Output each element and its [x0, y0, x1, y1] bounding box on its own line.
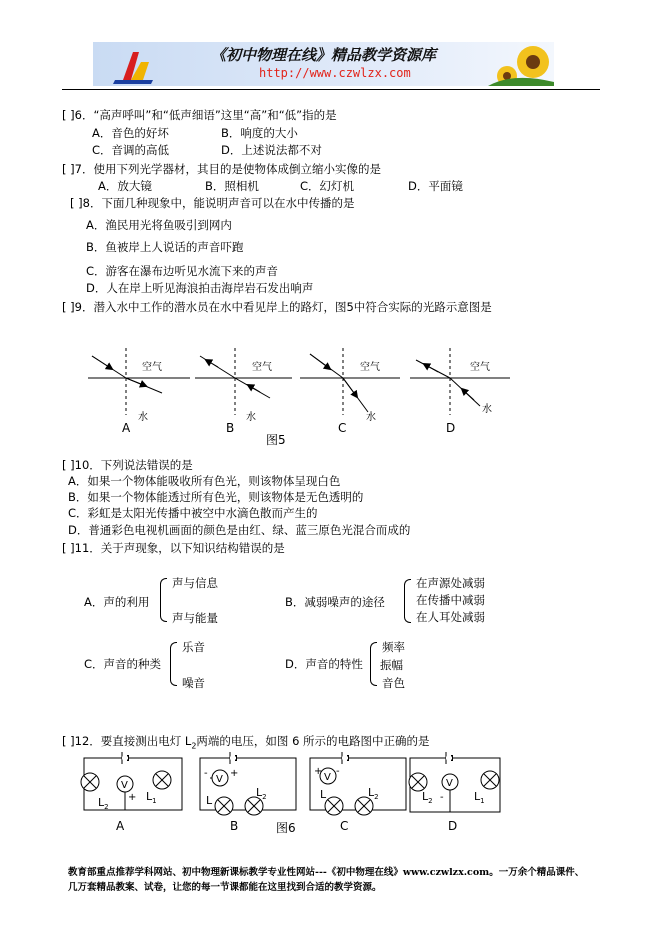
q6-option-d: D．上述说法都不对	[221, 143, 322, 157]
q11-a-label: A．声的利用	[84, 595, 150, 609]
circuit-d-minus: -	[440, 792, 444, 803]
diagram-c-letter: C	[338, 421, 347, 435]
diagram-d-letter: D	[446, 421, 456, 435]
q7-stem: [ ]7．使用下列光学器材，其目的是使物体成倒立缩小实像的是	[62, 162, 381, 176]
circuit-c-plus: +	[314, 766, 323, 777]
header-rule	[62, 89, 600, 90]
header-banner	[93, 42, 554, 86]
circuit-b-l2-label: $L_2$	[256, 786, 267, 801]
circuit-b	[200, 752, 296, 815]
diagram-a-letter: A	[122, 421, 131, 435]
circuit-b-l1-label: L	[206, 794, 213, 807]
q10-option-a: A．如果一个物体能吸收所有色光，则该物体呈现白色	[68, 474, 341, 488]
circuit-b-plus: +	[230, 768, 239, 779]
figure-5-optics	[60, 340, 520, 450]
q6-stem: [ ]6．“高声呼叫”和“低声细语”这里“高”和“低”指的是	[62, 108, 337, 122]
q11-d-item-1: 频率	[382, 640, 405, 654]
figure-6-caption: 图6	[276, 821, 296, 835]
diagram-b-letter: B	[226, 421, 235, 435]
footer-line-2: 几万套精品教案、试卷，让您的每一节课都能在这里找到合适的教学资源。	[68, 882, 382, 893]
q11-d-label: D．声音的特性	[285, 657, 363, 671]
q8-option-b: B．鱼被岸上人说话的声音吓跑	[86, 240, 244, 254]
banner-url: http://www.czwlzx.com	[259, 66, 411, 80]
q11-c-label: C．声音的种类	[84, 657, 162, 671]
circuit-c	[310, 752, 406, 815]
q8-option-c: C．游客在瀑布边听见水流下来的声音	[86, 264, 279, 278]
q11-b-brace	[404, 579, 411, 623]
q10-option-c: C．彩虹是太阳光传播中被空中水滴色散而产生的	[68, 506, 318, 520]
q11-stem: [ ]11．关于声现象，以下知识结构错误的是	[62, 541, 285, 555]
circuit-c-voltmeter: V	[324, 772, 331, 783]
q7-option-b: B．照相机	[205, 179, 259, 193]
logo-icon	[113, 52, 153, 84]
diagram-d-air-label: 空气	[470, 362, 490, 373]
q11-b-label: B．减弱噪声的途径	[285, 595, 385, 609]
diagram-a	[88, 348, 190, 435]
q11-d-item-3: 音色	[382, 676, 405, 690]
q8-option-d: D．人在岸上听见海浪拍击海岸岩石发出响声	[86, 281, 314, 295]
circuit-c-minus: -	[336, 766, 340, 777]
q8-stem: [ ]8．下面几种现象中，能说明声音可以在水中传播的是	[70, 196, 355, 210]
q11-b-item-2: 在传播中减弱	[416, 593, 485, 607]
diagram-c-air-label: 空气	[360, 362, 380, 373]
q11-c-item-1: 乐音	[182, 640, 205, 654]
q7-option-c: C．幻灯机	[300, 179, 355, 193]
circuit-d-voltmeter: V	[446, 778, 453, 789]
q12-stem: [ ]12．要直接测出电灯 $L_2$两端的电压，如图 6 所示的电路图中正确的是	[62, 734, 430, 751]
sunflower-icon	[488, 46, 554, 86]
diagram-d	[410, 348, 510, 435]
circuit-b-voltmeter: V	[216, 774, 223, 785]
q11-a-brace	[160, 578, 167, 622]
diagram-a-water-label: 水	[138, 412, 148, 423]
circuit-b-letter: B	[230, 819, 239, 833]
circuit-a-l2-label: $L_2$	[98, 796, 109, 811]
q11-d-item-2: 振幅	[380, 658, 403, 672]
q6-option-c: C．音调的高低	[92, 143, 170, 157]
q8-option-a: A．渔民用光将鱼吸引到网内	[86, 218, 232, 232]
footer-line-1: 教育部重点推荐学科网站、初中物理新课标教学专业性网站---《初中物理在线》www.czwlzx.com。一万余个精品课件、	[68, 867, 585, 878]
circuit-b-minus: -	[204, 768, 208, 779]
q11-b-item-1: 在声源处减弱	[416, 576, 485, 590]
q11-b-item-3: 在人耳处减弱	[416, 610, 485, 624]
q11-c-item-2: 噪音	[182, 676, 205, 690]
q11-a-item-2: 声与能量	[172, 611, 218, 625]
circuit-c-l2-label: $L_2$	[368, 786, 379, 801]
q11-c-brace	[170, 642, 177, 686]
banner-title: 《初中物理在线》精品教学资源库	[211, 46, 437, 64]
circuit-c-letter: C	[340, 819, 349, 833]
q10-option-b: B．如果一个物体能透过所有色光，则该物体是无色透明的	[68, 490, 364, 504]
q10-stem: [ ]10．下列说法错误的是	[62, 458, 193, 472]
diagram-b	[195, 348, 292, 435]
diagram-a-air-label: 空气	[142, 362, 162, 373]
q6-option-b: B．响度的大小	[221, 126, 298, 140]
q6-option-a: A．音色的好坏	[92, 126, 169, 140]
circuit-a-plus: +	[128, 792, 137, 803]
diagram-b-water-label: 水	[246, 412, 256, 423]
figure-5-caption: 图5	[266, 433, 286, 447]
q10-option-d: D．普通彩色电视机画面的颜色是由红、绿、蓝三原色光混合而成的	[68, 523, 411, 537]
circuit-d	[409, 752, 500, 812]
diagram-b-air-label: 空气	[252, 362, 272, 373]
q9-stem: [ ]9．潜入水中工作的潜水员在水中看见岸上的路灯，图5中符合实际的光路示意图是	[62, 300, 492, 314]
circuit-d-l2-label: $L_2$	[422, 790, 433, 805]
q11-a-item-1: 声与信息	[172, 576, 218, 590]
circuit-a-voltmeter: V	[121, 780, 128, 791]
diagram-c-water-label: 水	[366, 412, 376, 423]
q11-d-brace	[370, 642, 377, 686]
diagram-c	[300, 348, 400, 435]
circuit-d-letter: D	[448, 819, 458, 833]
circuit-a-letter: A	[116, 819, 125, 833]
circuit-d-l1-label: $L_1$	[474, 790, 485, 805]
circuit-a-l1-label: $L_1$	[146, 790, 157, 805]
circuit-c-l1-label: L	[320, 788, 327, 801]
diagram-d-water-label: 水	[482, 404, 492, 415]
figure-6-circuits	[70, 750, 510, 838]
q7-option-d: D．平面镜	[408, 179, 463, 193]
q7-option-a: A．放大镜	[98, 179, 152, 193]
